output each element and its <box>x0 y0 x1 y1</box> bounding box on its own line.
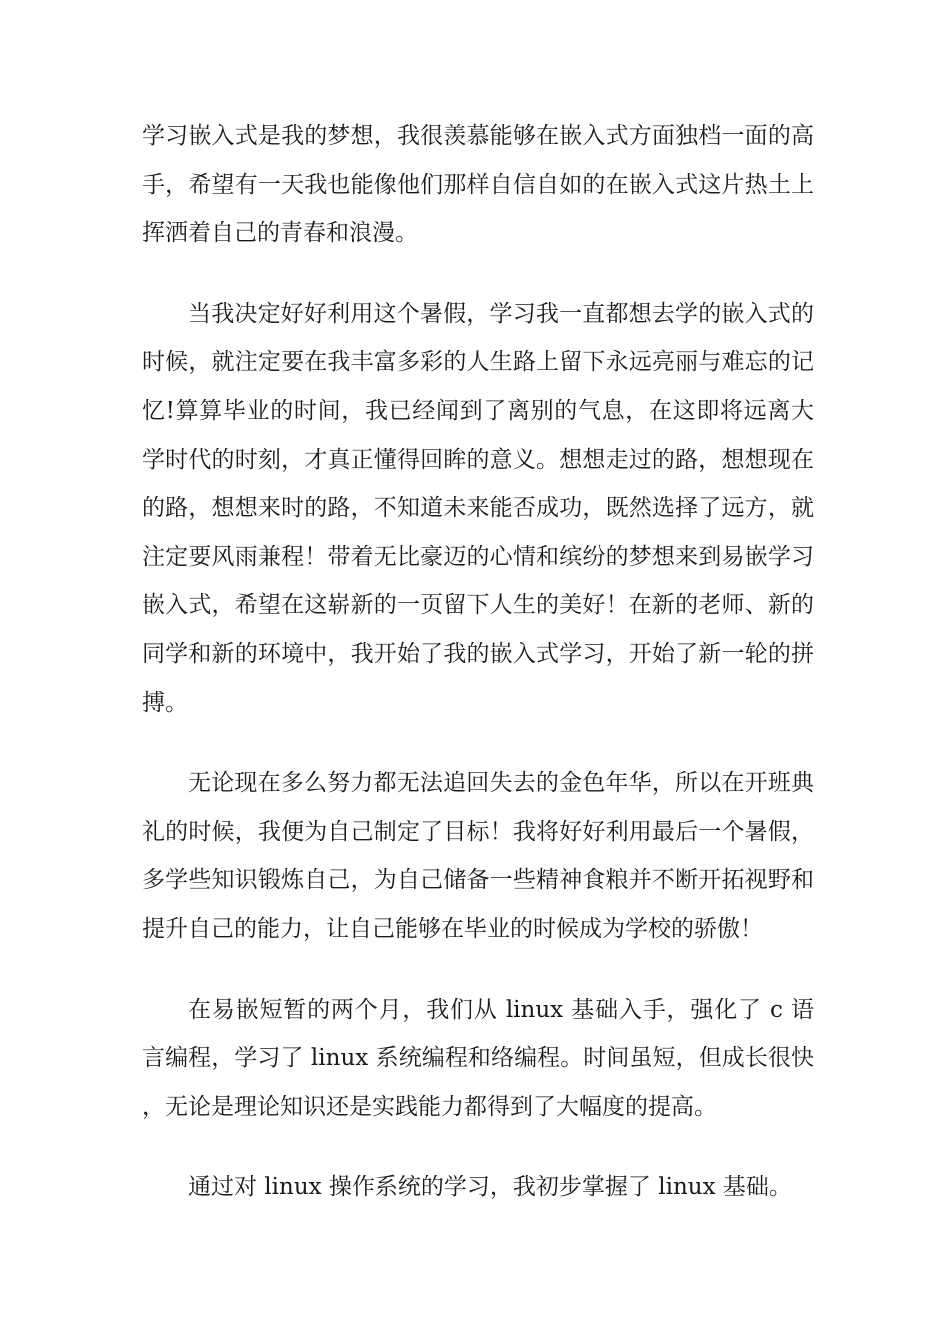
paragraph-5: 通过对 linux 操作系统的学习，我初步掌握了 linux 基础。 <box>188 1174 792 1201</box>
document-body <box>142 112 814 1236</box>
paragraph-2: 当我决定好好利用这个暑假，学习我一直都想去学的嵌入式的时候，就注定要在我丰富多彩的人生路上留下永远亮丽与难忘的记忆!算算毕业的时间，我已经闻到了离别的气息，在这即将远离大学时代的时刻，才真正懂得回眸的意义。想想走过的路，想想现在的路，想想来时的路，不知道未来能否成功，既然选择了远方，就注定要风雨兼程！带着无比豪迈的心情和缤纷的梦想来到易嵌学习嵌入式，希望在这崭新的一页留下人生的美好！在新的老师、新的同学和新的环境中，我开始了我的嵌入式学习，开始了新一轮的拼搏。 <box>142 300 814 716</box>
paragraph-1: 学习嵌入式是我的梦想，我很羡慕能够在嵌入式方面独档一面的高手，希望有一天我也能像他们那样自信自如的在嵌入式这片热土上挥洒着自己的青春和浪漫。 <box>142 123 814 247</box>
paragraph-4: 在易嵌短暂的两个月，我们从 linux 基础入手，强化了 c 语言编程，学习了 linux 系统编程和络编程。时间虽短，但成长很快，无论是理论知识还是实践能力都得到了大幅度的提高。 <box>142 996 814 1120</box>
paragraph-3: 无论现在多么努力都无法追回失去的金色年华，所以在开班典礼的时候，我便为自己制定了目标！我将好好利用最后一个暑假，多学些知识锻炼自己，为自己储备一些精神食粮并不断开拓视野和提升自己的能力，让自己能够在毕业的时候成为学校的骄傲！ <box>142 770 814 942</box>
